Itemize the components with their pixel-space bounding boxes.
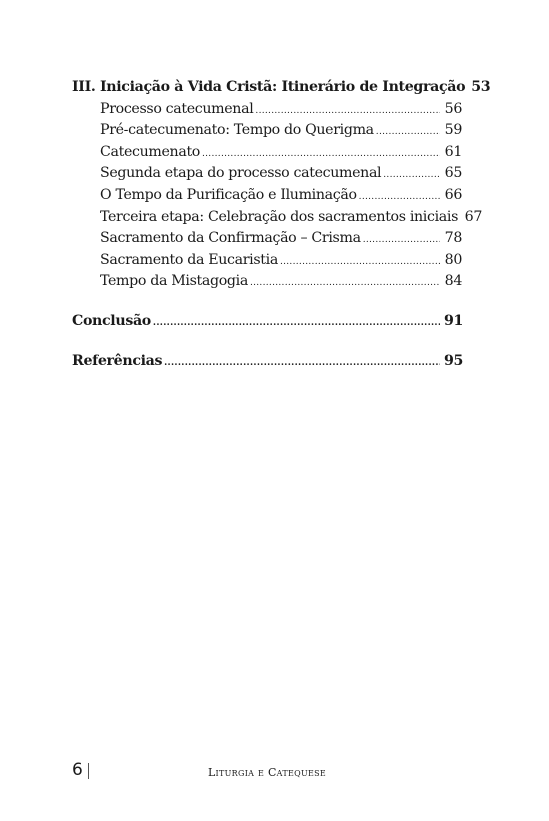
chapter-title: Iniciação à Vida Cristã: Itinerário de Integração	[100, 79, 466, 95]
page-footer	[72, 760, 462, 784]
toc-entry[interactable]	[72, 101, 462, 123]
leader-dots	[280, 257, 440, 267]
toc-sections	[72, 313, 462, 374]
leader-dots	[202, 149, 440, 159]
folio-number: 6	[72, 760, 83, 780]
page-number: 80	[444, 251, 462, 268]
toc-section[interactable]	[72, 353, 462, 375]
table-of-contents	[72, 79, 491, 374]
toc-entry[interactable]	[72, 122, 462, 144]
page-number: 84	[444, 273, 462, 290]
toc-entry[interactable]	[72, 187, 462, 209]
entry-title: O Tempo da Purificação e Iluminação	[100, 186, 357, 203]
page-number: 91	[444, 312, 464, 329]
page-number: 66	[444, 186, 462, 203]
page-number: 53	[471, 79, 491, 95]
entry-title: Segunda etapa do processo catecumenal	[100, 165, 382, 182]
leader-dots	[164, 358, 440, 368]
entry-title: Catecumenato	[100, 143, 200, 160]
leader-dots	[255, 106, 440, 116]
toc-section[interactable]	[72, 313, 462, 335]
entry-title: Referências	[72, 352, 163, 369]
entry-title: Pré-catecumenato: Tempo do Querigma	[100, 122, 374, 139]
page-number: 67	[464, 208, 483, 225]
entry-title: Conclusão	[72, 312, 151, 329]
toc-chapter-row[interactable]	[72, 79, 491, 101]
leader-dots	[383, 170, 440, 180]
entry-title: Processo catecumenal	[100, 100, 254, 117]
leader-dots	[363, 235, 440, 245]
leader-dots	[250, 278, 440, 288]
toc-entry[interactable]	[72, 208, 483, 231]
toc-entries	[72, 100, 483, 295]
chapter-number: III.	[72, 79, 96, 95]
entry-title: Terceira etapa: Celebração dos sacramentos iniciais	[100, 208, 459, 225]
toc-entry[interactable]	[72, 252, 462, 274]
leader-dots	[153, 318, 440, 328]
toc-entry[interactable]	[72, 165, 462, 187]
leader-dots	[376, 127, 440, 137]
page-number: 65	[444, 165, 462, 182]
leader-dots	[359, 192, 440, 202]
page-number: 78	[444, 230, 462, 247]
running-head: Liturgia e Catequese	[207, 766, 327, 779]
entry-title: Tempo da Mistagogia	[100, 273, 248, 290]
page-number: 59	[444, 122, 462, 139]
page-number: 56	[444, 100, 462, 117]
toc-entry[interactable]	[72, 230, 462, 252]
toc-entry[interactable]	[72, 273, 462, 295]
page-number: 95	[444, 352, 464, 369]
entry-title: Sacramento da Eucaristia	[100, 251, 278, 268]
page-number: 61	[444, 143, 462, 160]
entry-title: Sacramento da Confirmação – Crisma	[100, 230, 361, 247]
toc-entry[interactable]	[72, 144, 462, 166]
